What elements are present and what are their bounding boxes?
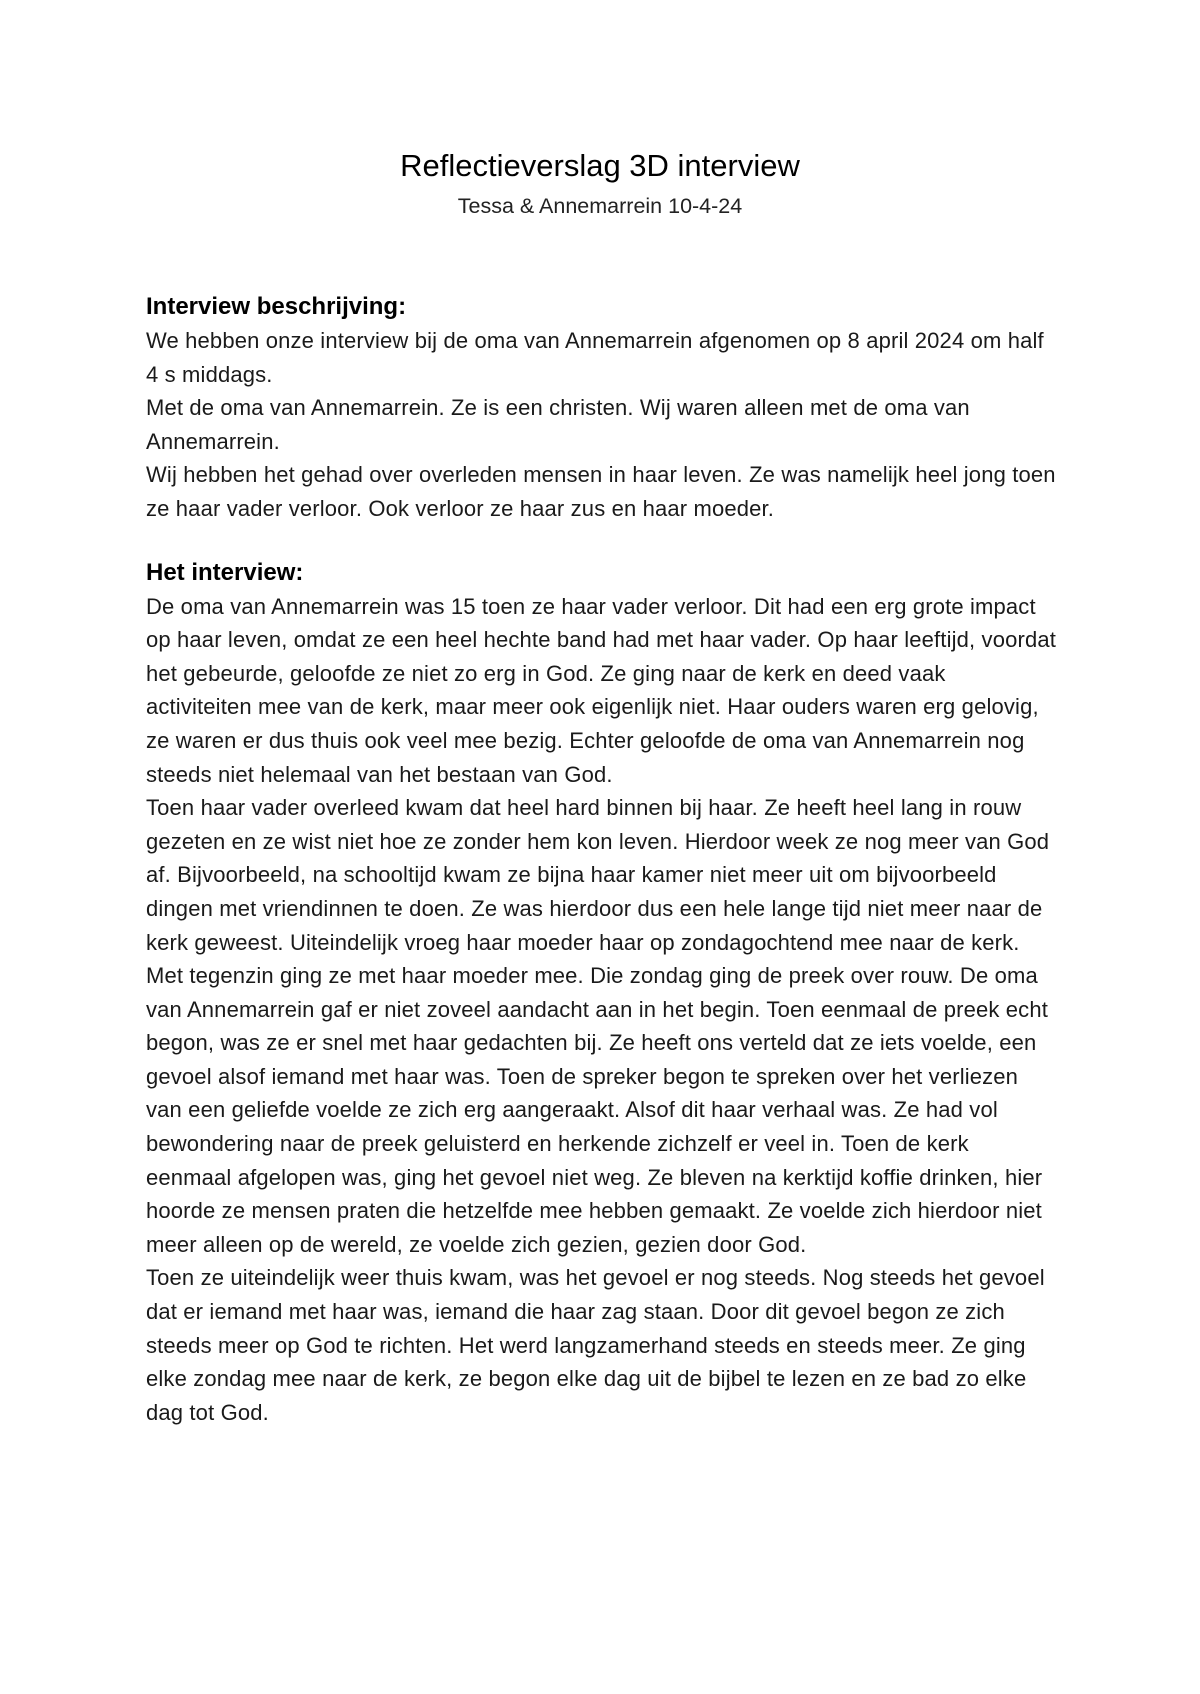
document-header	[0, 147, 1200, 221]
document-title: Reflectieverslag 3D interview	[400, 148, 800, 183]
paragraph: We hebben onze interview bij de oma van Annemarrein afgenomen op 8 april 2024 om half 4 s middags.	[146, 328, 1044, 387]
paragraph: De oma van Annemarrein was 15 toen ze haar vader verloor. Dit had een erg grote impact op haar leven, omdat ze een heel hechte band had met haar vader. Op haar leeftijd, voordat het gebeurde, geloofde ze niet zo erg in God. Ze ging naar de kerk en deed vaak activiteiten mee van de kerk, maar meer ook eigenlijk niet. Haar ouders waren erg gelovig, ze waren er dus thuis ook veel mee bezig. Echter geloofde de oma van Annemarrein nog steeds niet helemaal van het bestaan van God.	[146, 593, 1056, 787]
section-interview-description	[146, 290, 1056, 526]
section-the-interview	[146, 556, 1056, 1430]
paragraph: Wij hebben het gehad over overleden mensen in haar leven. Ze was namelijk heel jong toen ze haar vader verloor. Ook verloor ze haar zus en haar moeder.	[146, 462, 1056, 521]
section-heading: Interview beschrijving:	[146, 293, 407, 320]
document-body	[146, 290, 1056, 1429]
document-subtitle: Tessa & Annemarrein 10-4-24	[457, 194, 743, 218]
section-heading: Het interview:	[146, 558, 304, 586]
paragraph: Met de oma van Annemarrein. Ze is een christen. Wij waren alleen met de oma van Annemarrein.	[146, 395, 970, 454]
paragraph: Toen ze uiteindelijk weer thuis kwam, was het gevoel er nog steeds. Nog steeds het gevoel dat er iemand met haar was, iemand die haar zag staan. Door dit gevoel begon ze zich steeds meer op God te richten. Het werd langzamerhand steeds en steeds meer. Ze ging elke zondag mee naar de kerk, ze begon elke dag uit de bijbel te lezen en ze bad zo elke dag tot God.	[146, 1265, 1045, 1425]
paragraph: Toen haar vader overleed kwam dat heel hard binnen bij haar. Ze heeft heel lang in rouw gezeten en ze wist niet hoe ze zonder hem kon leven. Hierdoor week ze nog meer van God af. Bijvoorbeeld, na schooltijd kwam ze bijna haar kamer niet meer uit om bijvoorbeeld dingen met vriendinnen te doen. Ze was hierdoor dus een hele lange tijd niet meer naar de kerk geweest. Uiteindelijk vroeg haar moeder haar op zondagochtend mee naar de kerk. Met tegenzin ging ze met haar moeder mee. Die zondag ging de preek over rouw. De oma van Annemarrein gaf er niet zoveel aandacht aan in het begin. Toen eenmaal de preek echt begon, was ze er snel met haar gedachten bij. Ze heeft ons verteld dat ze iets voelde, een gevoel alsof iemand met haar was. Toen de spreker begon te spreken over het verliezen van een geliefde voelde ze zich erg aangeraakt. Alsof dit haar verhaal was. Ze had vol bewondering naar de preek geluisterd en herkende zichzelf er veel in. Toen de kerk eenmaal afgelopen was, ging het gevoel niet weg. Ze bleven na kerktijd koffie drinken, hier hoorde ze mensen praten die hetzelfde mee hebben gemaakt. Ze voelde zich hierdoor niet meer alleen op de wereld, ze voelde zich gezien, gezien door God.	[146, 795, 1050, 1257]
